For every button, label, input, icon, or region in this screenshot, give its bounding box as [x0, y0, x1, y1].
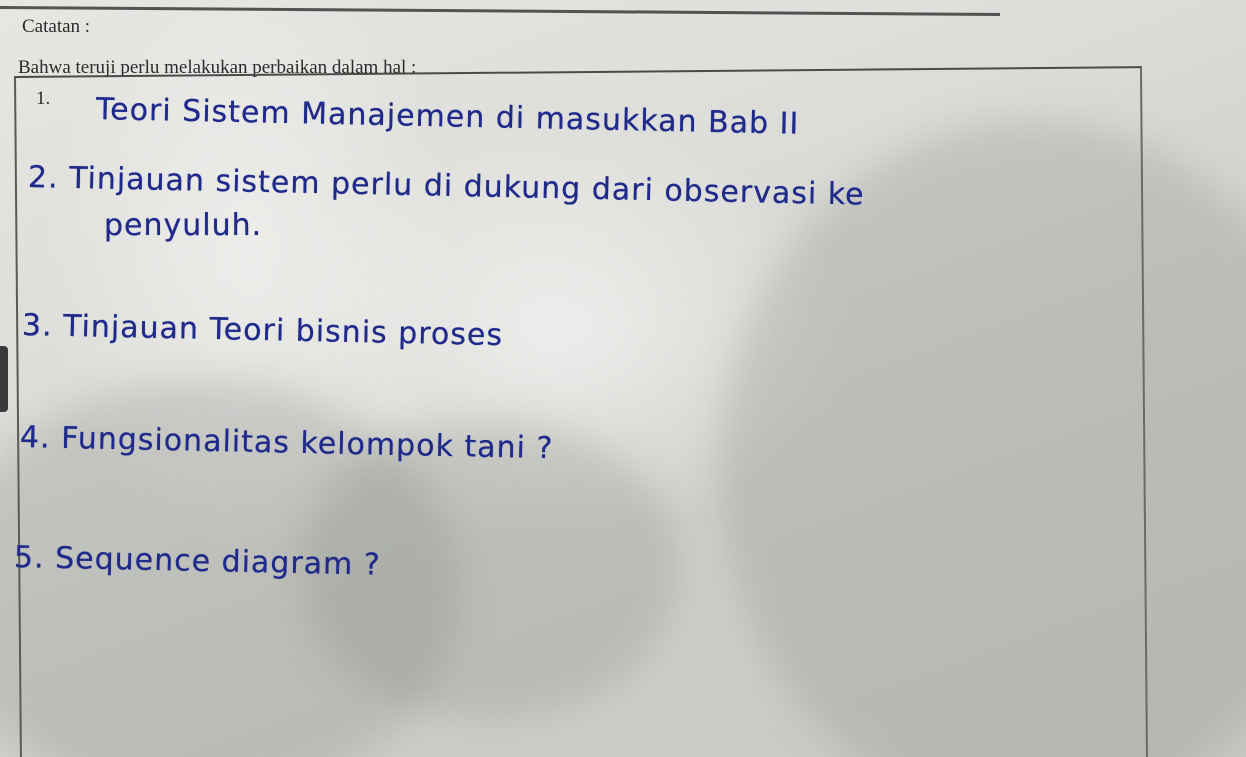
item-number-printed: 1.	[36, 88, 51, 109]
handwritten-item-2: 2. Tinjauan sistem perlu di dukung dari observasi ke	[27, 160, 865, 213]
handwritten-item-3: 3. Tinjauan Teori bisnis proses	[21, 308, 504, 354]
handwritten-item-5: 5. Sequence diagram ?	[13, 540, 382, 583]
notes-title: Catatan :	[22, 16, 91, 37]
handwritten-item-1: Teori Sistem Manajemen di masukkan Bab II	[95, 92, 800, 142]
handwritten-item-4: 4. Fungsionalitas kelompok tani ?	[19, 420, 554, 467]
top-rule-line	[0, 6, 1000, 16]
notes-subtitle: Bahwa teruji perlu melakukan perbaikan dalam hal :	[18, 57, 417, 78]
edge-tab	[0, 346, 8, 412]
handwritten-item-2-continuation: penyuluh.	[104, 208, 263, 243]
